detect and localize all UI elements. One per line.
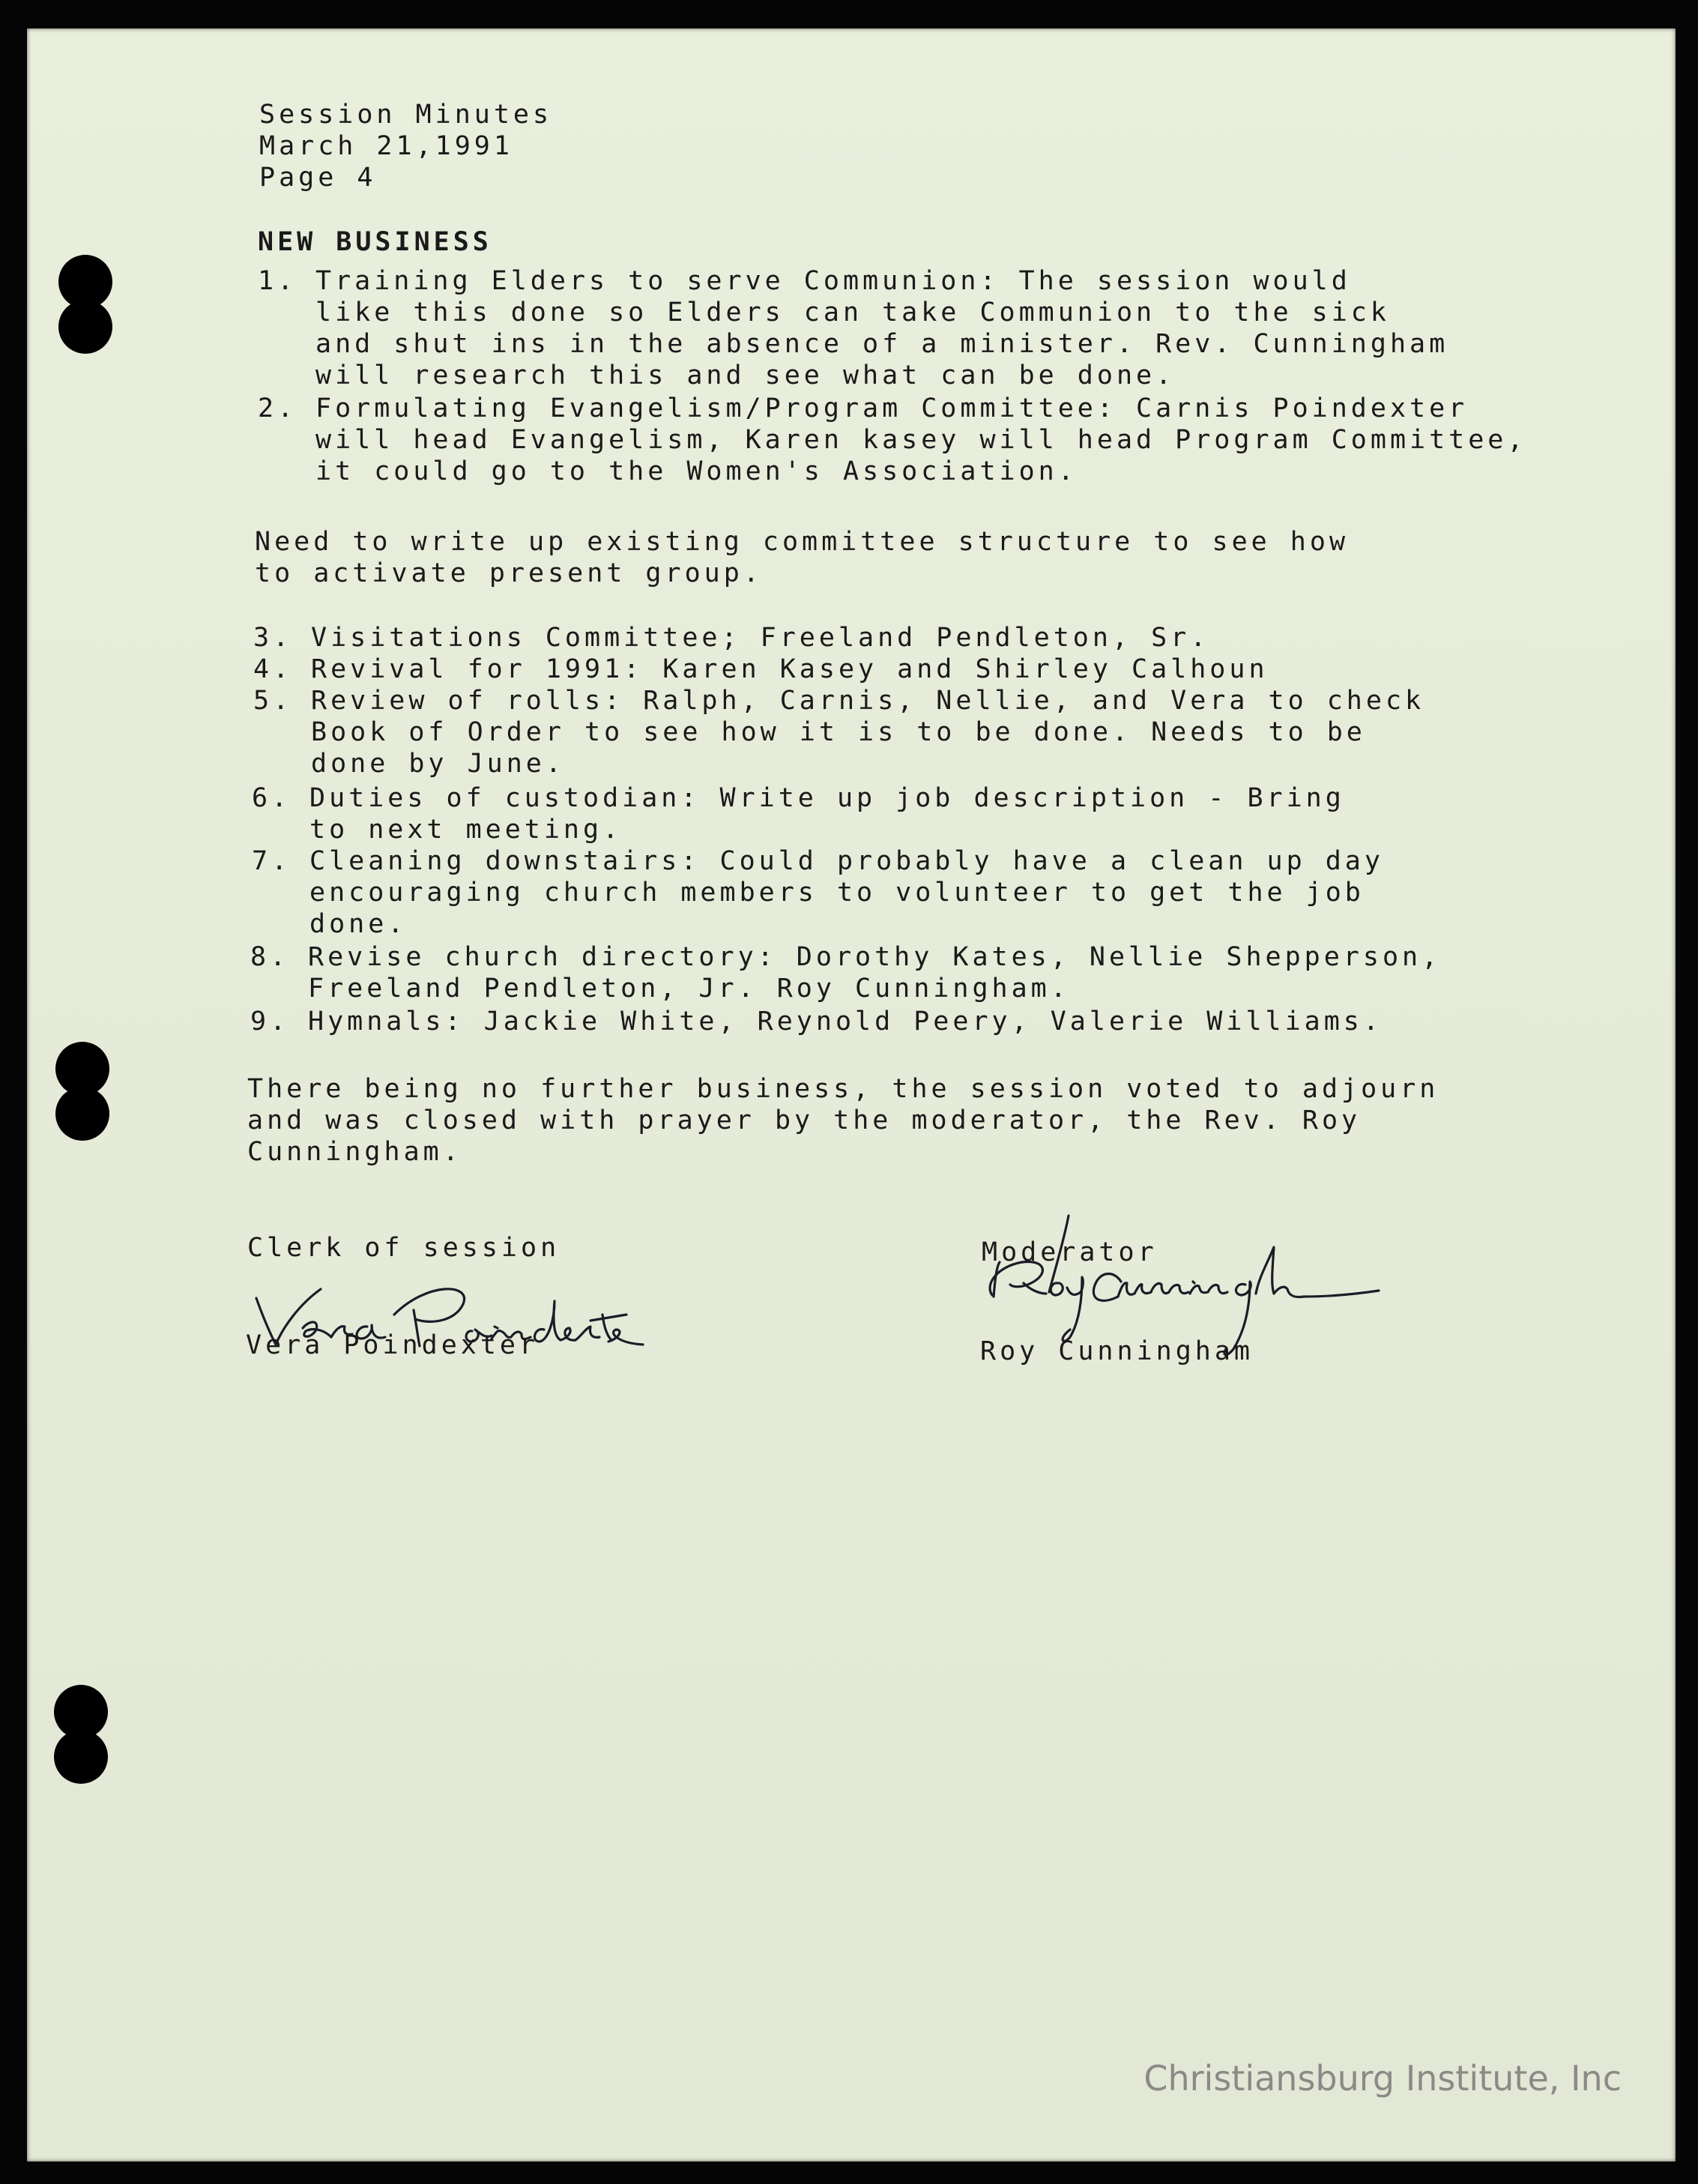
- section-heading: NEW BUSINESS: [258, 227, 492, 257]
- item-number: 9.: [250, 1007, 290, 1037]
- item-text: Review of rolls: Ralph, Carnis, Nellie, and Vera to check Book of Order to see how it is to be done. Needs to be done by June.: [311, 686, 1425, 779]
- document-date: March 21,1991: [259, 131, 513, 161]
- item-number: 5.: [253, 686, 293, 716]
- item-number: 6.: [252, 783, 291, 813]
- item-text: Revise church directory: Dorothy Kates, Nellie Shepperson, Freeland Pendleton, Jr. Roy Cunningham.: [308, 942, 1442, 1004]
- item-text: Duties of custodian: Write up job description - Bring to next meeting.: [309, 783, 1345, 845]
- moderator-name: Roy Cunningham: [980, 1336, 1254, 1366]
- item-number: 8.: [250, 942, 290, 972]
- punch-hole: [55, 1087, 109, 1141]
- item-number: 3.: [253, 623, 293, 653]
- item-text: Revival for 1991: Karen Kasey and Shirley Calhoun: [311, 654, 1269, 684]
- item-number: 4.: [253, 654, 293, 684]
- note-paragraph: Need to write up existing committee structure to see how to activate present group.: [255, 527, 1350, 588]
- item-text: Hymnals: Jackie White, Reynold Peery, Valerie Williams.: [308, 1007, 1383, 1037]
- item-text: Training Elders to serve Communion: The session would like this done so Elders can take Communion to the sick and shut ins in the absence of a minister. Rev. Cunningham will research this and see what can be done.: [315, 266, 1449, 390]
- item-text: Visitations Committee; Freeland Pendleton, Sr.: [311, 623, 1210, 653]
- document-title: Session Minutes: [259, 100, 553, 130]
- page-number: Page 4: [259, 163, 377, 193]
- item-text: Formulating Evangelism/Program Committee: Carnis Poindexter will head Evangelism, Karen kasey will head Program Committee, it could go to the Women's Association.: [315, 393, 1527, 486]
- clerk-name: Vera Poindexter: [246, 1330, 540, 1360]
- list-item: [258, 393, 1527, 519]
- item-number: 7.: [252, 846, 291, 876]
- list-item: [258, 265, 1449, 391]
- moderator-label: Moderator: [982, 1237, 1158, 1267]
- punch-hole: [54, 1730, 108, 1784]
- clerk-label: Clerk of session: [247, 1233, 561, 1263]
- punch-hole: [58, 300, 112, 354]
- item-number: 2.: [258, 393, 297, 423]
- item-number: 1.: [258, 266, 297, 296]
- closing-paragraph: There being no further business, the session voted to adjourn and was closed with prayer by the moderator, the Rev. Roy Cunningham.: [247, 1074, 1439, 1167]
- watermark: Christiansburg Institute, Inc: [1143, 2058, 1622, 2099]
- item-text: Cleaning downstairs: Could probably have a clean up day encouraging church members to volunteer to get the job done.: [309, 846, 1384, 939]
